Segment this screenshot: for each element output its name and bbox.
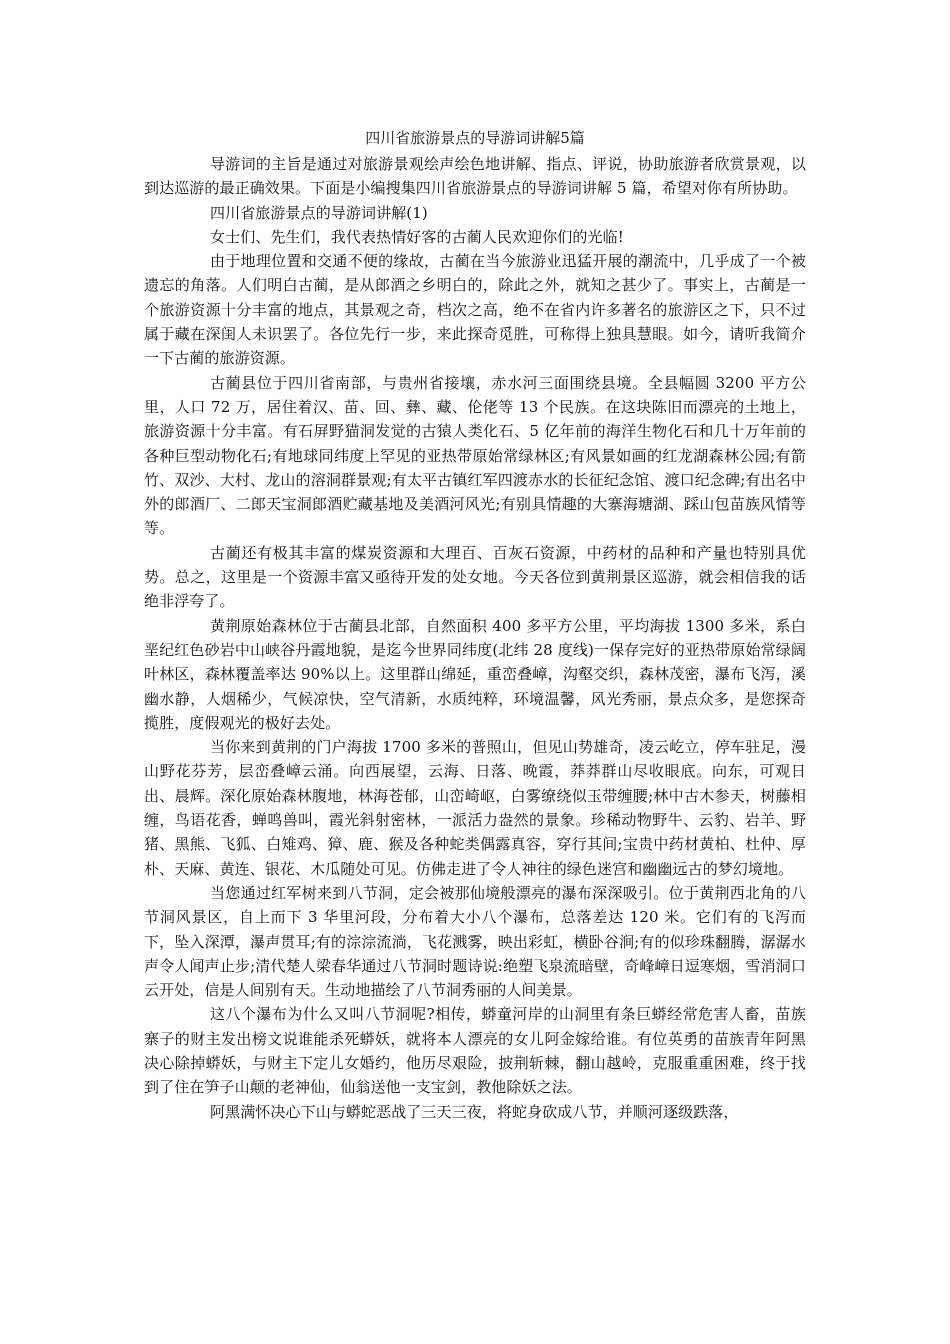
paragraph-body: 当你来到黄荆的门户海拔 1700 多米的普照山，但见山势雄奇，凌云屹立，停车驻足，漫山野花芬芳，层峦叠嶂云涌。向西展望，云海、日落、晚霞，莽莽群山尽收眼底。向东，可观日出、晨辉。深化原始森林腹地，林海苍郁，山峦崎岖，白雾缭绕似玉带缠腰;林中古木参天，树藤相缠，鸟语花香，蝉鸣兽叫，霞光斜射密林，一派活力盎然的景象。珍稀动物野牛、云豹、岩羊、野猪、黑熊、飞狐、白雉鸡、獐、鹿、猴及各种蛇类偶露真容，穿行其间;宝贵中药材黄柏、杜仲、厚朴、天麻、黄连、银花、木瓜随处可见。仿佛走进了令人神往的绿色迷宫和幽幽远古的梦幻境地。 [144,738,806,878]
paragraph-greeting: 女士们、先生们，我代表热情好客的古蔺人民欢迎你们的光临! [210,227,624,246]
paragraph-intro: 导游词的主旨是通过对旅游景观绘声绘色地讲解、指点、评说，协助旅游者欣赏景观，以到达巡游的最正确效果。下面是小编搜集四川省旅游景点的导游词讲解 5 篇，希望对你有所协助。 [144,155,806,198]
section-heading: 四川省旅游景点的导游词讲解(1) [210,203,428,222]
paragraph-body: 古蔺还有极其丰富的煤炭资源和大理百、百灰石资源，中药材的品种和产量也特别具优势。总之，这里是一个资源丰富又亟待开发的处女地。今天各位到黄荆景区巡游，就会相信我的话绝非浮夸了。 [144,543,806,611]
document-page [144,126,806,1124]
document-title: 四川省旅游景点的导游词讲解5篇 [365,129,585,147]
paragraph-body: 这八个瀑布为什么又叫八节洞呢?相传，蟒童河岸的山洞里有条巨蟒经常危害人畜，苗族寨子的财主发出榜文说谁能杀死蟒妖，就将本人漂亮的女儿阿金嫁给谁。有位英勇的苗族青年阿黑决心除掉蟒妖，与财主下定儿女婚约，他历尽艰险，披荆斩棘，翻山越岭，克服重重困难，终于找到了住在笋子山颠的老神仙，仙翁送他一支宝剑，教他除妖之法。 [144,1005,806,1097]
paragraph-body: 古蔺县位于四川省南部，与贵州省接壤，赤水河三面围绕县境。全县幅圆 3200 平方公里，人口 72 万，居住着汉、苗、回、彝、藏、伦佬等 13 个民族。在这块陈旧而漂亮的土地上，旅游资源十分丰富。有石屏野猫洞发觉的古猿人类化石、5 亿年前的海洋生物化石和几十万年前的各种巨型动物化石;有地球同纬度上罕见的亚热带原始常绿林区;有风景如画的红龙湖森林公园;有箭竹、双沙、大村、龙山的溶洞群景观;有太平古镇红军四渡赤水的长征纪念馆、渡口纪念碑;有出名中外的郎酒厂、二郎天宝洞郎酒贮藏基地及美酒河风光;有别具情趣的大寨海塘湖、踩山包苗族风情等等。 [144,373,806,538]
paragraph-body: 当您通过红军树来到八节洞，定会被那仙境般漂亮的瀑布深深吸引。位于黄荆西北角的八节洞风景区，自上而下 3 华里河段，分布着大小八个瀑布，总落差达 120 米。它们有的飞泻而下，坠入深潭，瀑声贯耳;有的淙淙流淌，飞花溅雾，映出彩虹，横卧谷涧;有的似珍珠翻腾，潺潺水声令人闻声止步;清代楚人梁春华通过八节洞时题诗说:绝塑飞泉流暗壁，奇峰嶂日逗寒烟，雪消洞口云开处，信是人间别有天。生动地描绘了八节洞秀丽的人间美景。 [144,883,806,1000]
paragraph-body: 由于地理位置和交通不便的缘故，古蔺在当今旅游业迅猛开展的潮流中，几乎成了一个被遗忘的角落。人们明白古蔺，是从郎酒之乡明白的，除此之外，就知之甚少了。事实上，古蔺是一个旅游资源十分丰富的地点，其景观之奇，档次之高，绝不在省内许多著名的旅游区之下，只不过属于藏在深闺人未识罢了。各位先行一步，来此探奇觅胜，可称得上独具慧眼。如今，请听我简介一下古蔺的旅游资源。 [144,252,806,368]
paragraph-body: 黄荆原始森林位于古蔺县北部，自然面积 400 多平方公里，平均海拔 1300 多米，系白垩纪红色砂岩中山峡谷丹霞地貌，是迄今世界同纬度(北纬 28 度线)一保存完好的亚热带原始常绿阔叶林区，森林覆盖率达 90%以上。这里群山绵延，重峦叠嶂，沟壑交织，森林茂密，瀑布飞泻，溪幽水静，人烟稀少，气候凉快，空气清新，水质纯粹，环境温馨，风光秀丽，景点众多，是您探奇揽胜，度假观光的极好去处。 [144,616,806,732]
paragraph-body: 阿黑满怀决心下山与蟒蛇恶战了三天三夜，将蛇身砍成八节，并顺河逐级跌落， [210,1102,739,1121]
